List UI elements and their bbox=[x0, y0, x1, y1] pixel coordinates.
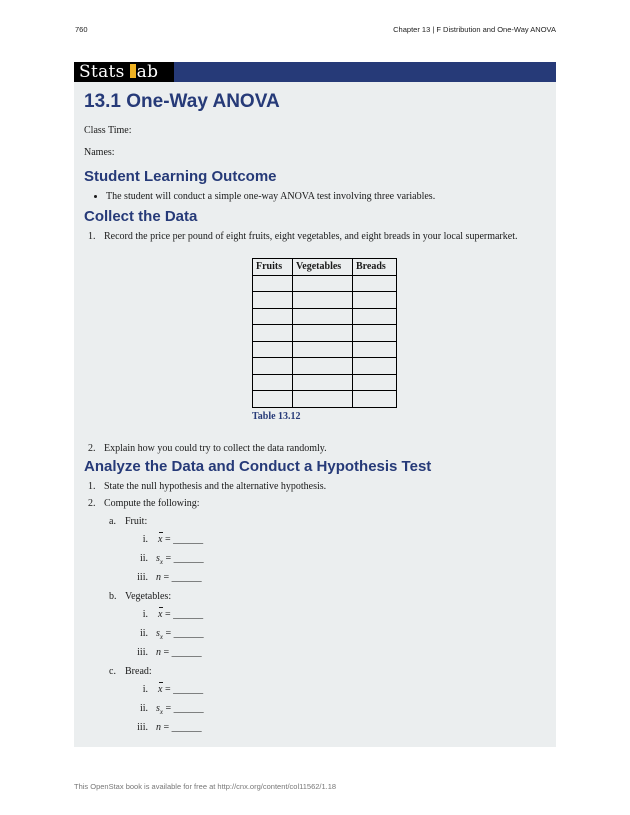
class-time-label: Class Time: bbox=[84, 125, 132, 136]
group-letter: a. bbox=[109, 515, 116, 527]
step-text: Explain how you could try to collect the data randomly. bbox=[104, 442, 327, 454]
x-subscript: x bbox=[159, 557, 164, 566]
outcome-item: • The student will conduct a simple one-way ANOVA test involving three variables. bbox=[106, 190, 546, 204]
step-number: 2. bbox=[88, 497, 96, 509]
answer-blank[interactable]: = ______ bbox=[165, 702, 204, 714]
col-header-fruits: Fruits bbox=[253, 259, 293, 276]
logo-l-bar bbox=[130, 64, 136, 78]
table-cell[interactable] bbox=[353, 292, 397, 309]
roman-numeral: ii. bbox=[139, 552, 148, 564]
analyze-heading: Analyze the Data and Conduct a Hypothesis Test bbox=[84, 457, 432, 475]
table-row bbox=[253, 358, 397, 375]
roman-numeral: ii. bbox=[139, 702, 148, 714]
table-row bbox=[253, 292, 397, 309]
table-cell[interactable] bbox=[353, 308, 397, 325]
table-cell[interactable] bbox=[293, 374, 353, 391]
logo-stats-text: Stats bbox=[79, 62, 125, 82]
roman-numeral: iii. bbox=[137, 646, 148, 658]
table-cell[interactable] bbox=[353, 358, 397, 375]
outcome-list bbox=[84, 190, 546, 204]
s-symbol: s bbox=[156, 552, 160, 564]
table-row bbox=[253, 391, 397, 408]
group-letter: b. bbox=[109, 590, 117, 602]
roman-numeral: i. bbox=[142, 608, 148, 620]
roman-numeral: i. bbox=[142, 533, 148, 545]
step-number: 1. bbox=[88, 231, 96, 242]
col-header-breads: Breads bbox=[353, 259, 397, 276]
step-number: 1. bbox=[88, 480, 96, 492]
s-symbol: s bbox=[156, 702, 160, 714]
analyze-step-1 bbox=[84, 480, 546, 494]
table-row bbox=[253, 308, 397, 325]
table-cell[interactable] bbox=[353, 275, 397, 292]
table-cell[interactable] bbox=[293, 292, 353, 309]
answer-blank[interactable]: = ______ bbox=[164, 533, 204, 545]
roman-numeral: ii. bbox=[139, 627, 148, 639]
analyze-step-2 bbox=[84, 497, 546, 511]
group-fruit bbox=[109, 515, 546, 533]
page-number: 760 bbox=[75, 25, 88, 34]
x-bar-symbol: x bbox=[158, 608, 163, 620]
step-text: Record the price per pound of eight fruits, eight vegetables, and eight breads in your local supermarket. bbox=[104, 231, 518, 242]
table-cell[interactable] bbox=[353, 325, 397, 342]
group-name: Bread: bbox=[125, 665, 152, 677]
vegetables-sd-row bbox=[128, 627, 546, 646]
table-caption: Table 13.12 bbox=[252, 410, 301, 422]
answer-blank[interactable]: = ______ bbox=[163, 721, 202, 733]
table-cell[interactable] bbox=[293, 275, 353, 292]
table-cell[interactable] bbox=[293, 308, 353, 325]
fruit-sd-row bbox=[128, 552, 546, 571]
vegetables-mean-row bbox=[128, 608, 546, 627]
n-symbol: n bbox=[156, 646, 161, 658]
n-symbol: n bbox=[156, 571, 161, 583]
table-cell[interactable] bbox=[253, 308, 293, 325]
table-row bbox=[253, 341, 397, 358]
bread-n-row bbox=[128, 721, 546, 740]
table-cell[interactable] bbox=[353, 391, 397, 408]
group-name: Fruit: bbox=[125, 515, 148, 527]
answer-blank[interactable]: = ______ bbox=[164, 608, 204, 620]
step-text: Compute the following: bbox=[104, 497, 200, 509]
lab-content bbox=[84, 90, 546, 740]
answer-blank[interactable]: = ______ bbox=[165, 627, 204, 639]
collect-step-2 bbox=[84, 442, 546, 456]
table-cell[interactable] bbox=[253, 292, 293, 309]
table-cell[interactable] bbox=[253, 374, 293, 391]
x-subscript: x bbox=[159, 707, 164, 716]
table-header-row bbox=[253, 259, 397, 276]
table-cell[interactable] bbox=[293, 358, 353, 375]
table-cell[interactable] bbox=[253, 325, 293, 342]
table-cell[interactable] bbox=[293, 391, 353, 408]
col-header-vegetables: Vegetables bbox=[293, 259, 353, 276]
answer-blank[interactable]: = ______ bbox=[163, 646, 202, 658]
statslab-logo bbox=[74, 62, 174, 82]
fruit-n-row bbox=[128, 571, 546, 590]
footer-text: This OpenStax book is available for free at http://cnx.org/content/col11562/1.18 bbox=[74, 782, 337, 791]
vegetables-n-row bbox=[128, 646, 546, 665]
price-table bbox=[252, 258, 397, 408]
names-label: Names: bbox=[84, 147, 115, 158]
x-bar-symbol: x bbox=[158, 683, 163, 695]
table-cell[interactable] bbox=[353, 341, 397, 358]
table-cell[interactable] bbox=[253, 275, 293, 292]
table-row bbox=[253, 325, 397, 342]
table-cell[interactable] bbox=[253, 358, 293, 375]
s-symbol: s bbox=[156, 627, 160, 639]
collect-heading: Collect the Data bbox=[84, 208, 198, 225]
logo-ab-text: ab bbox=[136, 62, 159, 82]
step-number: 2. bbox=[88, 442, 96, 454]
roman-numeral: i. bbox=[142, 683, 148, 695]
bread-mean-row bbox=[128, 683, 546, 702]
step-text: State the null hypothesis and the alternative hypothesis. bbox=[104, 480, 327, 492]
group-bread bbox=[109, 665, 546, 683]
collect-step-1 bbox=[84, 230, 546, 244]
fruit-mean-row bbox=[128, 533, 546, 552]
table-cell[interactable] bbox=[353, 374, 397, 391]
x-subscript: x bbox=[159, 632, 164, 641]
roman-numeral: iii. bbox=[137, 721, 148, 733]
answer-blank[interactable]: = ______ bbox=[163, 571, 202, 583]
roman-numeral: iii. bbox=[137, 571, 148, 583]
table-cell[interactable] bbox=[293, 341, 353, 358]
table-row bbox=[253, 275, 397, 292]
group-vegetables bbox=[109, 590, 546, 608]
group-letter: c. bbox=[109, 665, 116, 677]
answer-blank[interactable]: = ______ bbox=[165, 552, 204, 564]
group-name: Vegetables: bbox=[125, 590, 172, 602]
table-row bbox=[253, 374, 397, 391]
answer-blank[interactable]: = ______ bbox=[164, 683, 204, 695]
table-cell[interactable] bbox=[253, 391, 293, 408]
outcome-heading: Student Learning Outcome bbox=[84, 168, 277, 185]
bread-sd-row bbox=[128, 702, 546, 721]
n-symbol: n bbox=[156, 721, 161, 733]
section-title: 13.1 One-Way ANOVA bbox=[84, 91, 280, 112]
table-cell[interactable] bbox=[293, 325, 353, 342]
table-cell[interactable] bbox=[253, 341, 293, 358]
chapter-header: Chapter 13 | F Distribution and One-Way ANOVA bbox=[393, 25, 556, 34]
x-bar-symbol: x bbox=[158, 533, 163, 545]
